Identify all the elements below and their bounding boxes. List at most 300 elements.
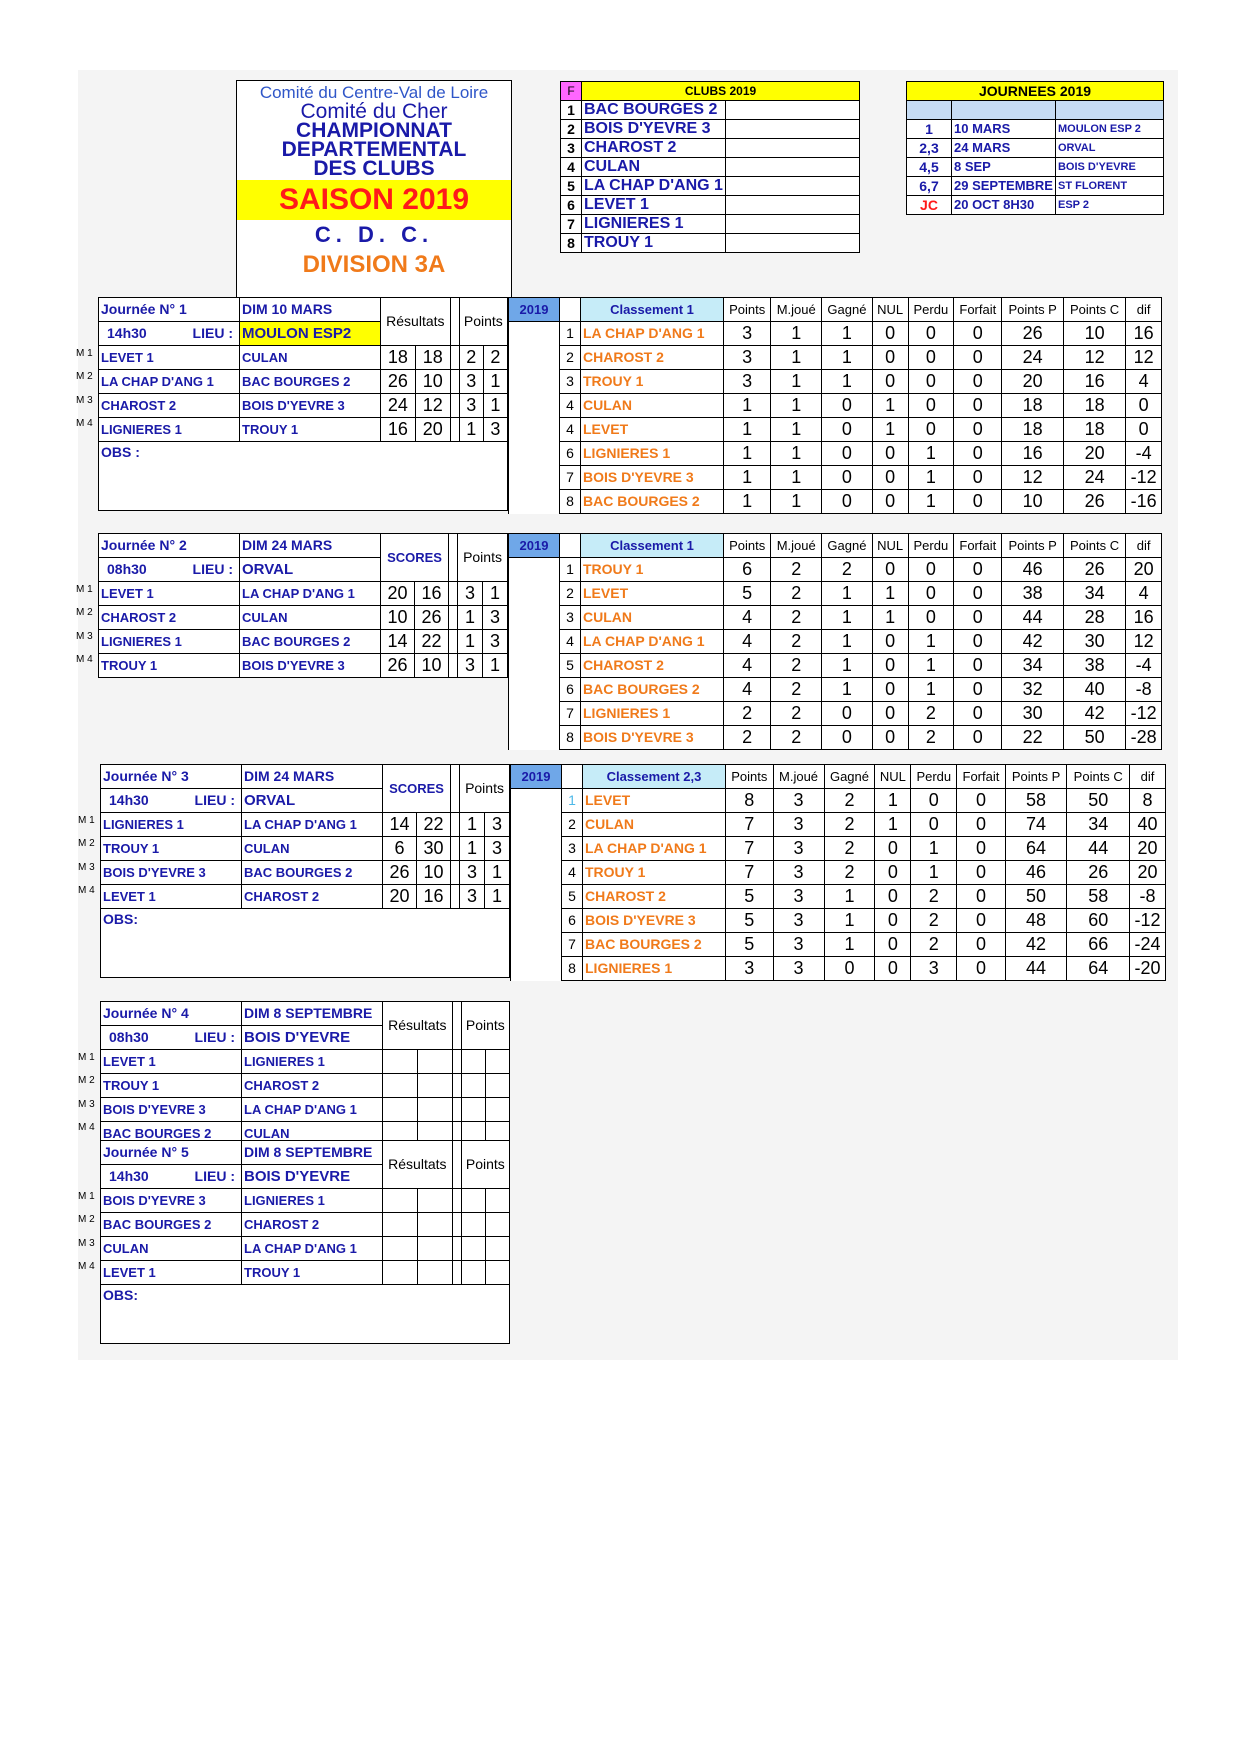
club-number: 2 [561,120,582,139]
rank-cell: 8 [562,957,583,981]
header-line3: CHAMPIONNAT [296,119,452,142]
team-name: CHAROST 2 [581,346,724,370]
standing-row [509,726,1162,750]
stat-cell: 1 [911,861,957,885]
club-row [561,234,860,253]
stat-cell: 26 [1063,558,1125,582]
rank-cell: 2 [562,813,583,837]
match-table-j1 [98,297,508,511]
points-a: 3 [459,394,483,418]
points-b [485,1213,509,1237]
team-name: TROUY 1 [581,558,724,582]
score-a [383,1098,418,1122]
journee-number: 6,7 [907,177,952,196]
score-a: 26 [381,370,416,394]
blank-cell [509,466,560,490]
match-row [99,606,508,630]
journee-row [907,196,1164,215]
blank-cell [509,370,560,394]
team-name: LEVET [581,418,724,442]
journee-title: Journée N° 3 [101,765,242,789]
club-number: 6 [561,196,582,215]
team-a: CHAROST 2 [99,606,240,630]
cdc-label: C. D. C. [314,222,434,247]
stat-cell: 1 [724,466,771,490]
stat-cell: 34 [1063,582,1125,606]
team-b: BAC BOURGES 2 [240,630,381,654]
stat-cell: 0 [954,726,1002,750]
stat-cell: 1 [771,346,822,370]
standing-row [511,861,1166,885]
stat-cell: 3 [773,837,824,861]
stat-cell: 20 [1126,558,1162,582]
stat-cell: 5 [726,909,774,933]
points-a: 3 [460,861,485,885]
match-lieu: ORVAL [240,558,381,582]
points-b: 1 [483,582,508,606]
journee-date: 10 MARS [952,120,1056,139]
standing-row [509,418,1162,442]
stat-cell: 0 [954,322,1002,346]
gap-cell [450,298,459,346]
points-b: 2 [483,346,507,370]
gap-cell [451,765,460,813]
stat-cell: 0 [908,582,954,606]
stat-cell: 1 [872,394,908,418]
gap-cell [450,394,459,418]
stat-cell: 1 [822,370,873,394]
club-empty-cell [725,139,859,158]
team-a: LEVET 1 [101,1050,242,1074]
stat-cell: 2 [724,726,771,750]
journee-row [907,177,1164,196]
points-a [461,1261,485,1285]
stat-cell: 3 [773,861,824,885]
match-row [101,861,510,885]
score-b: 18 [415,346,450,370]
stat-cell: 0 [954,418,1002,442]
stat-cell: 26 [1002,322,1064,346]
stat-cell: 2 [911,885,957,909]
journee-date: DIM 24 MARS [242,765,383,789]
rank-cell: 6 [560,442,581,466]
stat-cell: 1 [724,418,771,442]
match-index-label: M 1 [76,348,93,359]
stat-cell: 2 [771,678,822,702]
stat-cell: 2 [911,933,957,957]
stat-cell: 1 [872,606,908,630]
match-index-label: M 4 [78,885,95,897]
team-name: LIGNIERES 1 [583,957,726,981]
stat-cell: 1 [724,394,771,418]
journee-lieu: ESP 2 [1055,196,1163,215]
match-table-j4 [100,1001,510,1146]
rank-cell: 4 [562,861,583,885]
score-b: 16 [415,582,449,606]
club-empty-cell [725,177,859,196]
stat-cell: 32 [1002,678,1064,702]
time-lieu-cell [99,322,240,346]
blank-cell [509,702,560,726]
lieu-label: LIEU : [194,1168,235,1184]
col-header: Points P [1002,534,1064,558]
stat-cell: 34 [1002,654,1064,678]
score-a: 14 [383,813,417,837]
gap-cell [452,1189,461,1213]
score-b [417,1261,452,1285]
match-index-label: M 4 [76,418,93,430]
time-lieu-cell [101,1165,242,1189]
blank-cell [511,861,562,885]
time-lieu-cell [101,789,242,813]
match-index-label: M 3 [78,1098,95,1110]
stat-cell: 0 [954,466,1002,490]
points-a [461,1050,485,1074]
team-a: LIGNIERES 1 [99,418,240,442]
stat-cell: 0 [872,630,908,654]
team-a: TROUY 1 [101,1074,242,1098]
club-row [561,215,860,234]
stat-cell: 1 [771,418,822,442]
stat-cell: 0 [954,654,1002,678]
match-index-label: M 2 [76,607,93,619]
lieu-label: LIEU : [192,561,233,577]
results-header: Résultats [383,1002,453,1050]
team-b: BAC BOURGES 2 [242,861,383,885]
score-a: 20 [381,582,415,606]
standing-row [509,606,1162,630]
stat-cell: -20 [1130,957,1166,981]
stat-cell: 1 [911,837,957,861]
club-row [561,139,860,158]
stat-cell: 24 [1063,466,1125,490]
stat-cell: 2 [771,726,822,750]
blank-cell [509,418,560,442]
col-header: Points [724,534,771,558]
team-name: CULAN [581,606,724,630]
stat-cell: 7 [726,813,774,837]
match-row [101,1050,510,1074]
obs-row [99,442,508,511]
score-b: 10 [415,654,449,678]
stat-cell: 74 [1005,813,1067,837]
stat-cell: 3 [724,346,771,370]
time-lieu-cell [101,1026,242,1050]
journee-title: Journée N° 5 [101,1141,242,1165]
standing-row [509,678,1162,702]
points-a [461,1074,485,1098]
gap-cell [452,1050,461,1074]
rank-cell: 4 [560,394,581,418]
obs-label: OBS: [101,909,510,978]
score-b: 30 [417,837,451,861]
stat-cell: 10 [1063,322,1125,346]
match-time: 14h30 [107,325,147,341]
stat-cell: 12 [1126,346,1162,370]
stat-cell: 2 [822,558,873,582]
match-index-label: M 2 [78,838,95,850]
points-b: 3 [485,837,510,861]
col-header: Perdu [911,765,957,789]
points-header: Points [459,298,507,346]
stat-cell: 16 [1002,442,1064,466]
score-a [383,1261,418,1285]
stat-cell: 20 [1130,837,1166,861]
gap-cell [449,606,458,630]
team-name: TROUY 1 [581,370,724,394]
stat-cell: 0 [957,885,1005,909]
stat-cell: 28 [1063,606,1125,630]
journee-date: 24 MARS [952,139,1056,158]
club-number: 8 [561,234,582,253]
stat-cell: -12 [1130,909,1166,933]
stat-cell: 1 [872,418,908,442]
classement-header [509,298,1162,322]
team-name: LA CHAP D'ANG 1 [581,322,724,346]
rank-cell: 3 [560,370,581,394]
stat-cell: 0 [875,933,911,957]
stat-cell: 1 [875,789,911,813]
match-header [99,534,508,558]
team-b: BOIS D'YEVRE 3 [240,394,381,418]
points-header: Points [461,1141,509,1189]
stat-cell: 50 [1063,726,1125,750]
journee-lieu: ST FLORENT [1055,177,1163,196]
standing-row [509,442,1162,466]
col-header: Perdu [908,298,954,322]
stat-cell: 1 [822,630,873,654]
journee-number: 2,3 [907,139,952,158]
stat-cell: -8 [1126,678,1162,702]
club-empty-cell [725,120,859,139]
flag-cell: F [561,82,582,101]
rank-cell: 1 [560,322,581,346]
standing-row [511,885,1166,909]
gap-cell [451,861,460,885]
stat-cell: 3 [726,957,774,981]
stat-cell: 0 [954,678,1002,702]
team-b: BAC BOURGES 2 [240,370,381,394]
classement-table-j3 [510,764,1166,981]
club-row [561,196,860,215]
score-a [383,1074,418,1098]
team-b: TROUY 1 [242,1261,383,1285]
journee-number: JC [907,196,952,215]
stat-cell: 0 [872,490,908,514]
match-index-label: M 3 [78,861,95,873]
stat-cell: 3 [773,933,824,957]
header-line2: Comité du Cher [300,100,448,123]
club-number: 5 [561,177,582,196]
blank-cell [509,726,560,750]
match-lieu: MOULON ESP2 [240,322,381,346]
rank-cell: 1 [560,558,581,582]
stat-cell: 1 [822,322,873,346]
stat-cell: 3 [724,370,771,394]
points-a: 3 [458,654,483,678]
points-a: 1 [460,837,485,861]
stat-cell: 40 [1130,813,1166,837]
standing-row [509,630,1162,654]
points-a [461,1189,485,1213]
stat-cell: 64 [1067,957,1130,981]
points-b: 3 [483,606,508,630]
blank-cell [511,933,562,957]
blank-cell [509,582,560,606]
team-name: CHAROST 2 [583,885,726,909]
stat-cell: 0 [872,442,908,466]
stat-cell: -24 [1130,933,1166,957]
rank-header [560,534,581,558]
stat-cell: 0 [872,702,908,726]
stat-cell: 16 [1063,370,1125,394]
stat-cell: 3 [773,909,824,933]
team-b: LA CHAP D'ANG 1 [242,813,383,837]
rank-cell: 5 [562,885,583,909]
stat-cell: 0 [957,837,1005,861]
match-index-label: M 3 [78,1237,95,1249]
standing-row [511,837,1166,861]
rank-cell: 8 [560,490,581,514]
journee-row [907,120,1164,139]
journee-date: DIM 8 SEPTEMBRE [242,1002,383,1026]
blank-cell [509,558,560,582]
stat-cell: 0 [908,558,954,582]
points-b: 3 [483,630,508,654]
standing-row [509,346,1162,370]
stat-cell: 0 [957,957,1005,981]
gap-cell [452,1261,461,1285]
journee-number: 4,5 [907,158,952,177]
rank-cell: 3 [562,837,583,861]
stat-cell: 20 [1002,370,1064,394]
journee-lieu: BOIS D'YEVRE [1055,158,1163,177]
team-name: LIGNIERES 1 [581,442,724,466]
stat-cell: 1 [771,442,822,466]
stat-cell: 2 [824,813,875,837]
blank-cell [509,322,560,346]
rank-cell: 4 [560,418,581,442]
blank-cell [511,957,562,981]
club-number: 4 [561,158,582,177]
stat-cell: 12 [1002,466,1064,490]
club-name: LEVET 1 [582,196,726,215]
points-a: 1 [458,606,483,630]
score-a: 20 [383,885,417,909]
stat-cell: 1 [908,490,954,514]
standing-row [509,370,1162,394]
stat-cell: 0 [1126,394,1162,418]
stat-cell: 58 [1005,789,1067,813]
stat-cell: 40 [1063,678,1125,702]
stat-cell: 18 [1063,418,1125,442]
points-b: 3 [483,418,507,442]
stat-cell: 30 [1063,630,1125,654]
team-a: LEVET 1 [101,885,242,909]
stat-cell: 0 [875,837,911,861]
club-row [561,101,860,120]
stat-cell: 18 [1063,394,1125,418]
match-index-label: M 1 [78,1191,95,1202]
gap-cell [450,418,459,442]
col-header: Forfait [957,765,1005,789]
col-header: NUL [872,298,908,322]
stat-cell: 4 [724,654,771,678]
team-name: TROUY 1 [583,861,726,885]
gap-cell [452,1074,461,1098]
col-header: M.joué [773,765,824,789]
score-b: 26 [415,606,449,630]
team-a: BOIS D'YEVRE 3 [101,1189,242,1213]
match-row [101,1237,510,1261]
stat-cell: 0 [875,909,911,933]
rank-cell: 5 [560,654,581,678]
stat-cell: -12 [1126,702,1162,726]
points-a [461,1098,485,1122]
stat-cell: 0 [954,442,1002,466]
stat-cell: 7 [726,861,774,885]
stat-cell: 0 [957,789,1005,813]
stat-cell: 1 [771,466,822,490]
stat-cell: 34 [1067,813,1130,837]
match-index-label: M 3 [76,630,93,642]
points-a: 1 [458,630,483,654]
team-a: LA CHAP D'ANG 1 [99,370,240,394]
stat-cell: 64 [1005,837,1067,861]
team-a: LIGNIERES 1 [101,813,242,837]
stat-cell: 8 [726,789,774,813]
stat-cell: 1 [824,909,875,933]
match-index-label: M 2 [78,1214,95,1226]
stat-cell: 0 [954,558,1002,582]
club-row [561,177,860,196]
stat-cell: 3 [773,813,824,837]
points-a: 3 [459,370,483,394]
year-badge: 2019 [509,298,560,322]
stat-cell: 0 [954,702,1002,726]
team-a: CULAN [101,1237,242,1261]
points-header: Points [461,1002,509,1050]
stat-cell: 44 [1005,957,1067,981]
match-header [99,298,508,322]
gap-cell [452,1098,461,1122]
stat-cell: 0 [957,933,1005,957]
gap-cell [452,1237,461,1261]
journee-date: 29 SEPTEMBRE [952,177,1056,196]
header-line4: DEPARTEMENTAL [281,138,467,161]
journee-row [907,139,1164,158]
col-header: dif [1126,534,1162,558]
stat-cell: 1 [724,490,771,514]
stat-cell: -4 [1126,654,1162,678]
col-header: Forfait [954,534,1002,558]
points-b: 1 [483,394,507,418]
points-a [461,1237,485,1261]
col-header: Gagné [822,534,873,558]
match-index-label: M 1 [78,1052,95,1063]
stat-cell: 0 [954,582,1002,606]
points-b [485,1050,509,1074]
results-header: SCORES [383,765,451,813]
match-row [99,394,508,418]
col-header: dif [1130,765,1166,789]
stat-cell: 2 [771,558,822,582]
club-name: BAC BOURGES 2 [582,101,726,120]
points-b: 3 [485,813,510,837]
match-table-j3 [100,764,510,978]
score-b [417,1050,452,1074]
stat-cell: 1 [771,490,822,514]
